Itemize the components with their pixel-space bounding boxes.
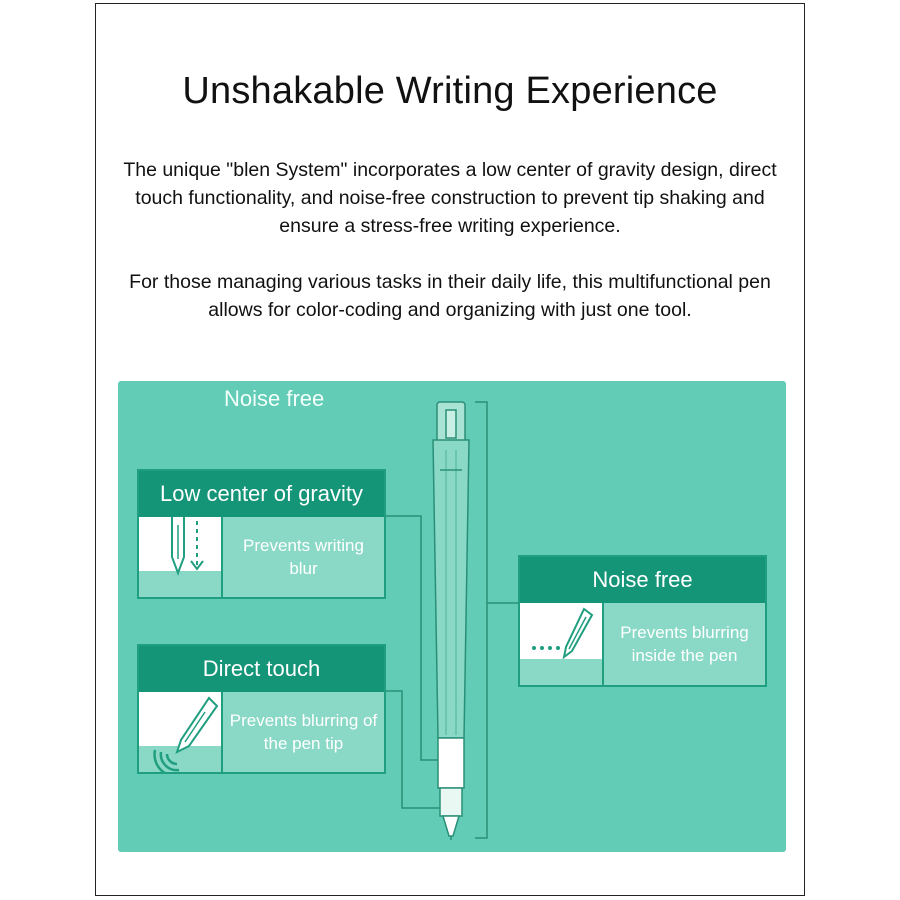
card-heading: Direct touch bbox=[139, 646, 384, 692]
pen-tip-down-arrow-icon bbox=[139, 517, 221, 597]
direct-touch-connector bbox=[386, 691, 444, 808]
pen-body bbox=[433, 402, 469, 840]
low-center-of-gravity-card bbox=[137, 469, 386, 599]
card-description: Prevents writing blur bbox=[243, 536, 364, 578]
card-description: Prevents blurring inside the pen bbox=[620, 623, 749, 665]
card-heading: Low center of gravity bbox=[139, 471, 384, 517]
direct-touch-card bbox=[137, 644, 386, 774]
page-title: Unshakable Writing Experience bbox=[182, 70, 718, 112]
pen-length-bracket bbox=[475, 402, 487, 838]
card-illustration bbox=[520, 603, 604, 685]
intro-paragraph: The unique "blen System" incorporates a low center of gravity design, direct touch functionality, and noise-free construction to prevent tip shaking and ensure a stress-free writing experience. bbox=[123, 159, 777, 237]
pen-dots-icon bbox=[520, 603, 602, 685]
card-illustration bbox=[139, 517, 223, 597]
card-description: Prevents blurring of the pen tip bbox=[229, 711, 378, 753]
noise-free-top-label: Noise free bbox=[224, 386, 325, 411]
card-illustration bbox=[139, 692, 223, 772]
pen-touch-waves-icon bbox=[139, 692, 221, 772]
card-heading: Noise free bbox=[520, 557, 765, 603]
usage-paragraph: For those managing various tasks in their daily life, this multifunctional pen allows for color-coding and organizing with just one tool. bbox=[129, 271, 771, 321]
noise-free-card bbox=[518, 555, 767, 687]
